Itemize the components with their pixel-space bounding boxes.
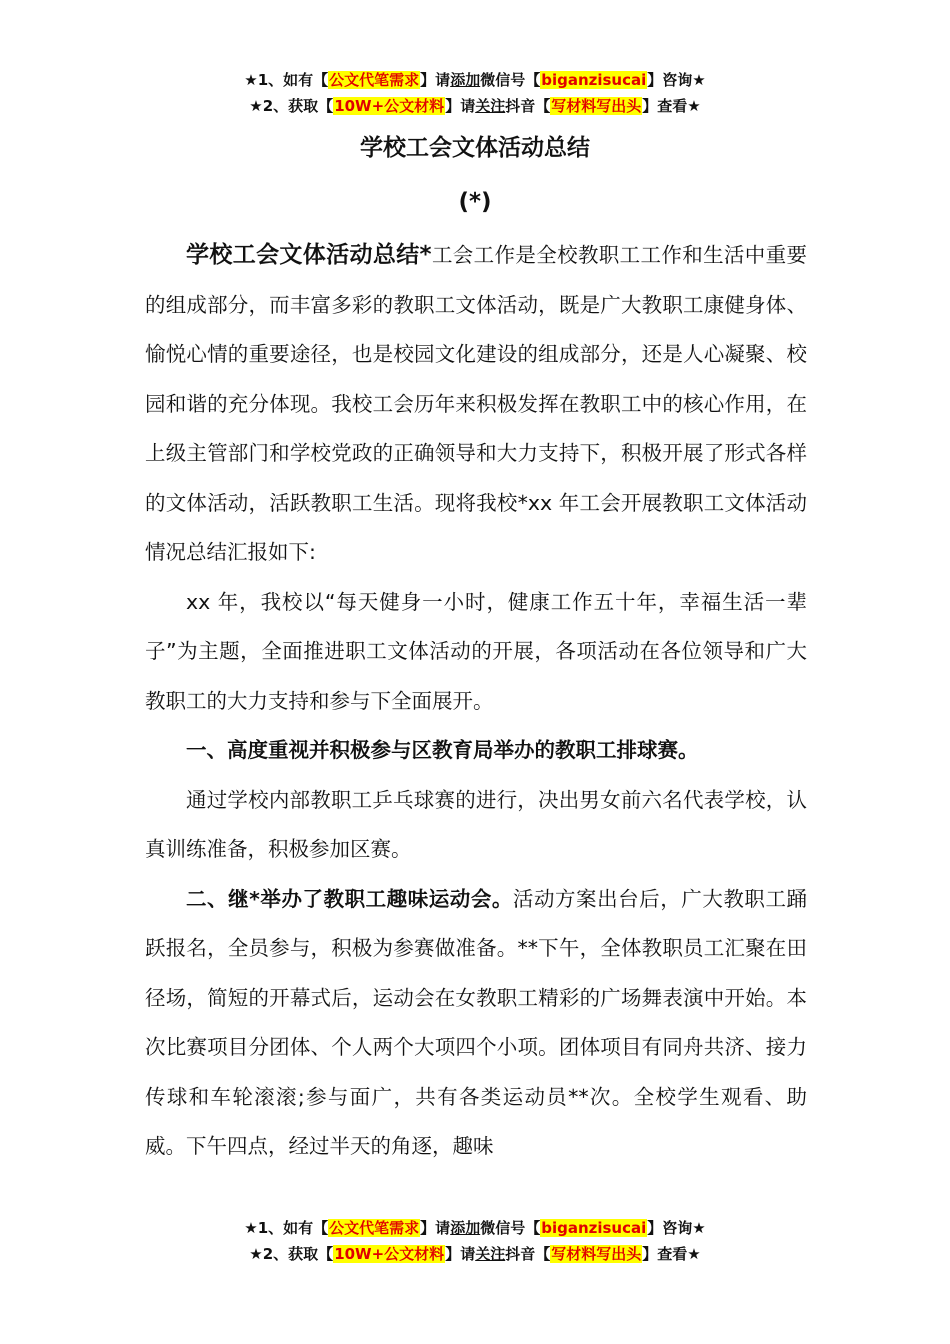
- sports-meet-text: 活动方案出台后，广大教职工踊跃报名，全员参与，积极为参赛做准备。**下午，全体教职员工汇聚在田径场，简短的开幕式后，运动会在女教职工精彩的广场舞表演中开始。本次比赛项目分团体、个人两个大项四个小项。团体项目有同舟共济、接力传球和车轮滚滚;参与面广，共有各类运动员**次。全校学生观看、助威。下午四点，经过半天的角逐，趣味: [145, 886, 807, 1158]
- banner-text: 】请: [445, 97, 476, 115]
- banner-underline: 添加: [450, 1219, 481, 1237]
- banner-text: 抖音【: [505, 1245, 551, 1263]
- banner-text: 】咨询★: [647, 71, 706, 89]
- banner-highlight: 写材料写出头: [551, 1245, 642, 1263]
- heading-1-text: 一、高度重视并积极参与区教育局举办的教职工排球赛。: [186, 738, 699, 762]
- banner-text: ★1、如有【: [244, 71, 329, 89]
- banner-text: ★2、获取【: [249, 1245, 334, 1263]
- banner-text: 】查看★: [642, 1245, 701, 1263]
- banner-highlight: 10W+公文材料: [334, 97, 445, 115]
- document-title: 学校工会文体活动总结: [360, 135, 590, 161]
- banner-text: 微信号【: [480, 1219, 541, 1237]
- paragraph-volleyball: [145, 776, 807, 875]
- paragraph-theme: [145, 578, 807, 727]
- intro-text: 工会工作是全校教职工工作和生活中重要的组成部分，而丰富多彩的教职工文体活动，既是广大教职工康健身体、愉悦心情的重要途径，也是校园文化建设的组成部分，还是人心凝聚、校园和谐的充分体现。我校工会历年来积极发挥在教职工中的核心作用，在上级主管部门和学校党政的正确领导和大力支持下，积极开展了形式各样的文体活动，活跃教职工生活。现将我校*xx 年工会开展教职工文体活动情况总结汇报如下:: [145, 243, 808, 564]
- document-body: [145, 231, 807, 1172]
- banner-highlight: 写材料写出头: [551, 97, 642, 115]
- banner-text: 微信号【: [480, 71, 541, 89]
- banner-line-2: [0, 93, 950, 119]
- banner-highlight: biganzisucai: [541, 71, 647, 89]
- banner-text: 】请: [420, 71, 451, 89]
- banner-line-2: [0, 1241, 950, 1267]
- banner-text: ★2、获取【: [249, 97, 334, 115]
- intro-lead: 学校工会文体活动总结*: [186, 242, 432, 268]
- banner-highlight: biganzisucai: [541, 1219, 647, 1237]
- banner-text: 】咨询★: [647, 1219, 706, 1237]
- banner-text: 】请: [445, 1245, 476, 1263]
- banner-text: 】请: [420, 1219, 451, 1237]
- banner-text: ★1、如有【: [244, 1219, 329, 1237]
- banner-line-1: [0, 67, 950, 93]
- banner-line-1: [0, 1215, 950, 1241]
- document-subtitle: (*): [458, 189, 492, 215]
- banner-text: 】查看★: [642, 97, 701, 115]
- section-heading-1: [145, 726, 807, 776]
- banner-text: 抖音【: [505, 97, 551, 115]
- footer-banner: [0, 1215, 950, 1267]
- banner-highlight: 公文代笔需求: [329, 71, 420, 89]
- paragraph-intro: [145, 231, 807, 578]
- volleyball-text: 通过学校内部教职工乒乓球赛的进行，决出男女前六名代表学校，认真训练准备，积极参加区赛。: [145, 787, 807, 861]
- banner-underline: 添加: [450, 71, 481, 89]
- paragraph-sports-meet: [145, 875, 807, 1172]
- theme-text: xx 年，我校以“每天健身一小时，健康工作五十年，幸福生活一辈子”为主题，全面推进职工文体活动的开展，各项活动在各位领导和广大教职工的大力支持和参与下全面展开。: [145, 589, 807, 713]
- banner-underline: 关注: [475, 97, 506, 115]
- banner-highlight: 公文代笔需求: [329, 1219, 420, 1237]
- banner-highlight: 10W+公文材料: [334, 1245, 445, 1263]
- banner-underline: 关注: [475, 1245, 506, 1263]
- heading-2-text: 二、继*举办了教职工趣味运动会。: [186, 886, 513, 911]
- header-banner: [0, 67, 950, 119]
